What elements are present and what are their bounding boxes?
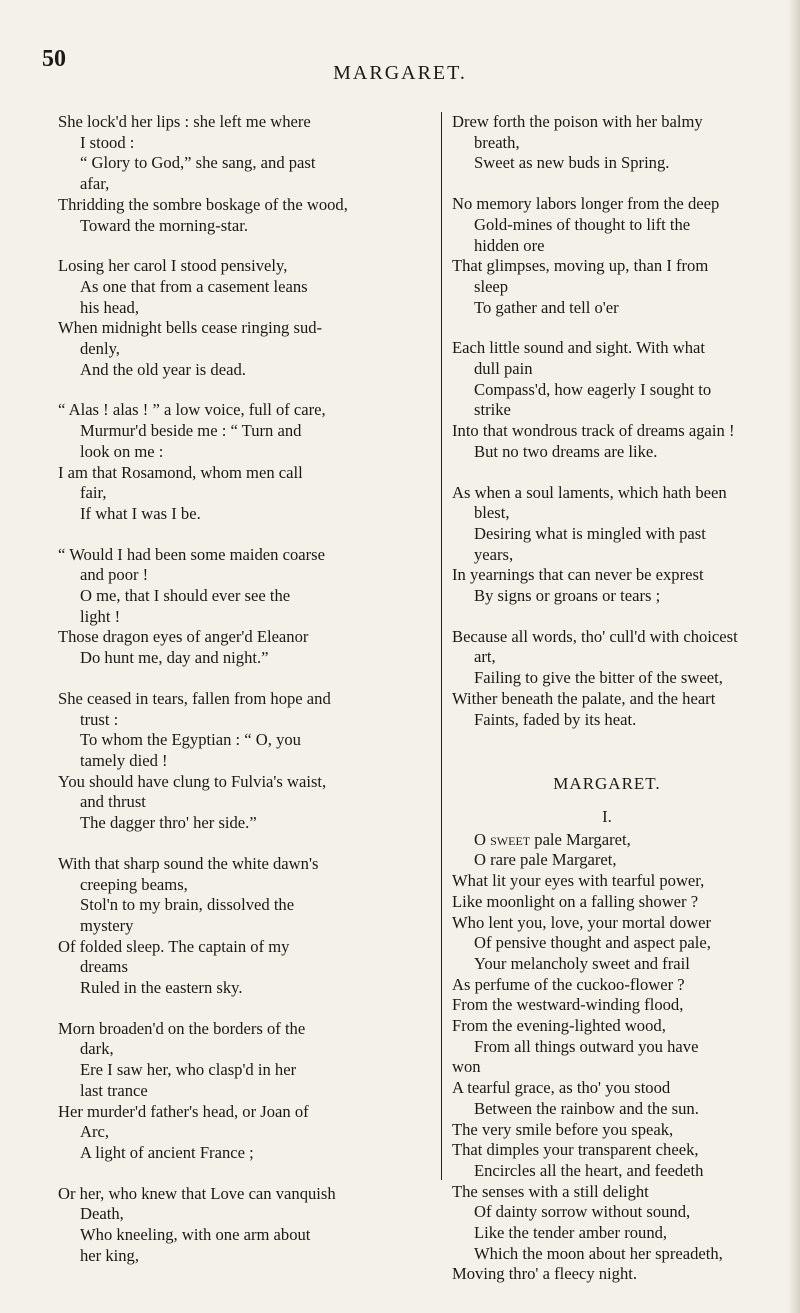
poem-line: won [452,1057,481,1077]
verse-line: Thridding the sombre boskage of the wood, [58,194,348,214]
verse-line: strike [474,400,511,420]
verse-line: Each little sound and sight. With what [452,338,705,358]
verse-line: Morn broaden'd on the borders of the [58,1018,306,1038]
poem-title: MARGARET. [553,774,661,794]
poem-line: A tearful grace, as tho' you stood [452,1078,671,1098]
stanza [58,545,430,669]
verse-line: tamely died ! [80,750,168,770]
poem-line: From all things outward you have [474,1036,699,1056]
verse-line: dreams [80,957,128,977]
poem-line: As perfume of the cuckoo-flower ? [452,974,685,994]
verse-line: “ Glory to God,” she sang, and past [80,153,316,173]
verse-line: Ere I saw her, who clasp'd in her [80,1060,297,1080]
page-number: 50 [42,46,66,72]
poem-first-word: O sweet [474,829,531,849]
verse-line: That glimpses, moving up, than I from [452,256,709,276]
poem-line: The very smile before you speak, [452,1119,674,1139]
verse-line: As when a soul laments, which hath been [452,482,727,502]
verse-line: Wither beneath the palate, and the heart [452,688,716,708]
verse-line: Those dragon eyes of anger'd Eleanor [58,627,309,647]
verse-line: Sweet as new buds in Spring. [474,153,670,173]
stanza [58,400,430,524]
poem-line: Which the moon about her spreadeth, [474,1243,723,1263]
verse-line: A light of ancient France ; [80,1142,254,1162]
verse-line: hidden ore [474,235,545,255]
poem-line: O rare pale Margaret, [474,850,617,870]
poem-line: Encircles all the heart, and feedeth [474,1160,704,1180]
verse-line: Her murder'd father's head, or Joan of [58,1101,309,1121]
poem-line: Like the tender amber round, [474,1223,668,1243]
verse-line: Stol'n to my brain, dissolved the [80,895,295,915]
verse-line: Who kneeling, with one arm about [80,1225,311,1245]
poem-line: Of pensive thought and aspect pale, [474,933,711,953]
verse-line: fair, [80,483,107,503]
poem-line: Like moonlight on a falling shower ? [452,891,699,911]
stanza [58,1019,430,1164]
verse-line: And the old year is dead. [80,359,246,379]
verse-line: Because all words, tho' cull'd with choicest [452,626,738,646]
verse-line: Death, [80,1204,124,1224]
poem-line: The senses with a still delight [452,1181,649,1201]
verse-line: Ruled in the eastern sky. [80,978,243,998]
poem-line: Who lent you, love, your mortal dower [452,912,711,932]
poem-first-line-rest: pale Margaret, [530,829,631,849]
verse-line: With that sharp sound the white dawn's [58,853,319,873]
stanza [58,112,430,236]
verse-line: Desiring what is mingled with past [474,523,706,543]
stanza [452,483,762,607]
verse-line: Arc, [80,1122,110,1142]
stanza [58,256,430,380]
verse-line: She lock'd her lips : she left me where [58,112,311,131]
poem-line: That dimples your transparent cheek, [452,1140,699,1160]
verse-line: As one that from a casement leans [80,276,308,296]
verse-line: and poor ! [80,565,149,585]
verse-line: sleep [474,276,509,296]
poem-line [474,830,762,851]
verse-line: Drew forth the poison with her balmy [452,112,703,131]
stanza [58,1184,430,1267]
verse-line: By signs or groans or tears ; [474,586,661,606]
verse-line: and thrust [80,792,146,812]
verse-line: Into that wondrous track of dreams again ! [452,421,735,441]
verse-line: The dagger thro' her side.” [80,813,257,833]
verse-line: dull pain [474,359,533,379]
stanza [58,689,430,834]
verse-line: To gather and tell o'er [474,297,619,317]
verse-line: Murmur'd beside me : “ Turn and [80,421,302,441]
verse-line: art, [474,647,496,667]
verse-line: trust : [80,709,119,729]
verse-line: She ceased in tears, fallen from hope and [58,688,331,708]
verse-line: But no two dreams are like. [474,441,658,461]
poem-section-numeral: I. [602,806,612,826]
verse-line: No memory labors longer from the deep [452,194,720,214]
verse-line: breath, [474,132,520,152]
poem-line: From the evening-lighted wood, [452,1016,666,1036]
verse-line: years, [474,544,514,564]
stanza [452,112,762,174]
verse-line: Gold-mines of thought to lift the [474,214,691,234]
verse-line: dark, [80,1039,114,1059]
poem-line: From the westward-winding flood, [452,995,684,1015]
verse-line: Do hunt me, day and night.” [80,648,269,668]
verse-line: mystery [80,915,134,935]
verse-line: “ Alas ! alas ! ” a low voice, full of care, [58,400,326,420]
stanza [452,627,762,731]
poem-line: Your melancholy sweet and frail [474,953,690,973]
verse-line: Or her, who knew that Love can vanquish [58,1183,336,1203]
verse-line: blest, [474,503,510,523]
verse-line: Failing to give the bitter of the sweet, [474,668,723,688]
poem-line: What lit your eyes with tearful power, [452,871,705,891]
verse-line: To whom the Egyptian : “ O, you [80,730,301,750]
verse-line: last trance [80,1080,148,1100]
verse-line: I am that Rosamond, whom men call [58,462,303,482]
verse-line: creeping beams, [80,874,188,894]
left-column [58,112,430,1286]
verse-line: afar, [80,174,110,194]
verse-line: I stood : [80,132,135,152]
verse-line: “ Would I had been some maiden coarse [58,544,325,564]
verse-line: When midnight bells cease ringing sud- [58,318,323,338]
verse-line: look on me : [80,441,164,461]
running-head: MARGARET. [333,62,467,84]
verse-line: Toward the morning-star. [80,215,248,235]
verse-line: her king, [80,1245,139,1265]
right-stanzas [452,112,762,730]
verse-line: You should have clung to Fulvia's waist, [58,771,327,791]
column-rule [441,112,442,1180]
verse-line: Faints, faded by its heat. [474,709,637,729]
poem-line: Between the rainbow and the sun. [474,1098,699,1118]
stanza [58,854,430,999]
right-column [452,112,762,1285]
verse-line: In yearnings that can never be exprest [452,565,704,585]
verse-line: Of folded sleep. The captain of my [58,936,290,956]
page-edge-shadow [788,0,800,1313]
stanza [452,194,762,318]
stanza [452,338,762,462]
verse-line: Losing her carol I stood pensively, [58,256,288,276]
poem-line: Moving thro' a fleecy night. [452,1264,638,1284]
verse-line: O me, that I should ever see the [80,586,291,606]
verse-line: If what I was I be. [80,503,201,523]
verse-line: Compass'd, how eagerly I sought to [474,379,712,399]
verse-line: light ! [80,606,121,626]
verse-line: denly, [80,339,120,359]
poem-body [452,830,762,1285]
poem-line: Of dainty sorrow without sound, [474,1202,691,1222]
verse-line: his head, [80,297,139,317]
